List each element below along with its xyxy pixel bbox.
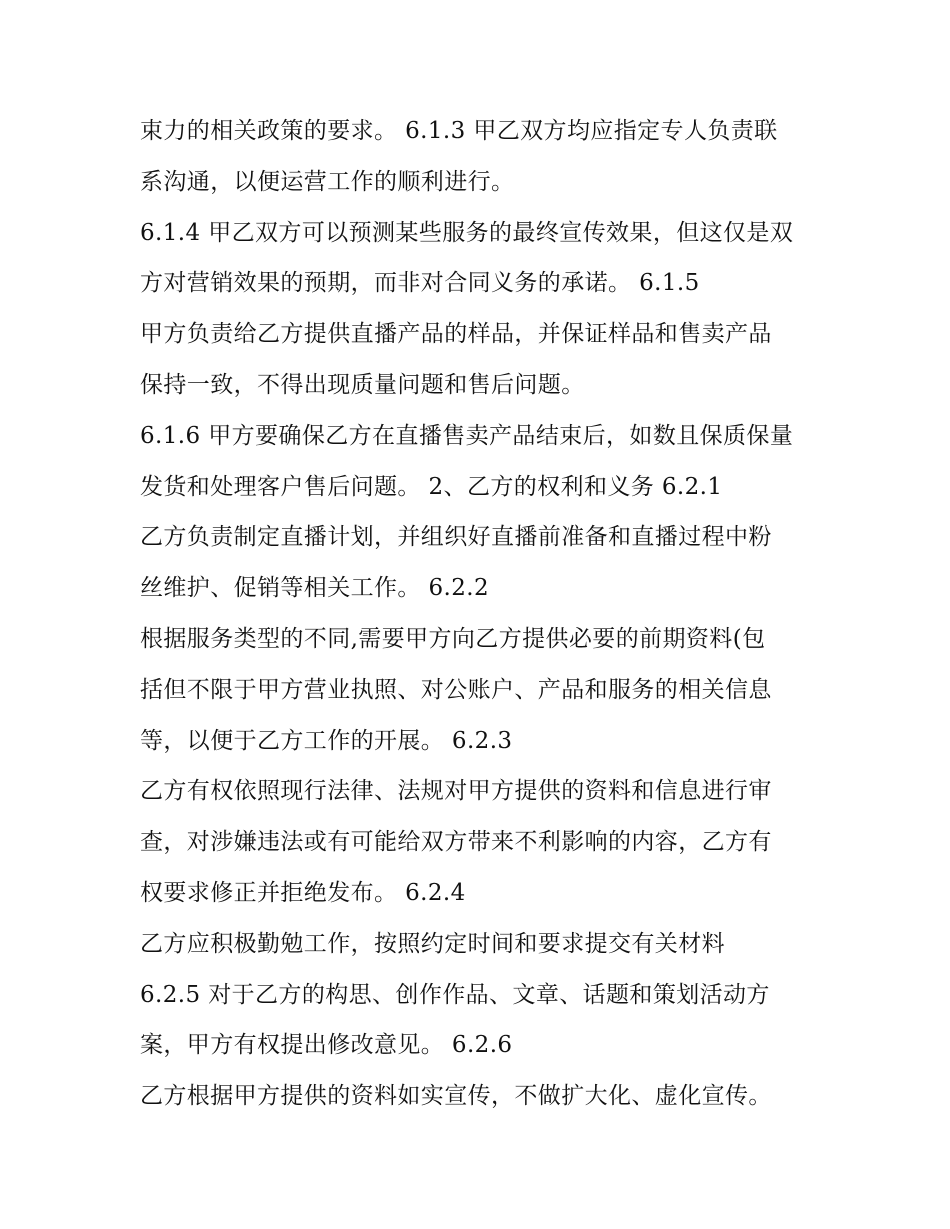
text-line: 6.1.6 甲方要确保乙方在直播售卖产品结束后，如数且保质保量 (140, 422, 794, 449)
text-line: 方对营销效果的预期，而非对合同义务的承诺。 6.1.5 (140, 270, 700, 297)
text-line: 案，甲方有权提出修改意见。 6.2.6 (140, 1032, 513, 1059)
text-line: 乙方负责制定直播计划，并组织好直播前准备和直播过程中粉 (140, 524, 772, 551)
text-line: 根据服务类型的不同,需要甲方向乙方提供必要的前期资料(包 (140, 625, 766, 652)
text-line: 等，以便于乙方工作的开展。 6.2.3 (140, 727, 513, 754)
text-line: 保持一致，不得出现质量问题和售后问题。 (140, 371, 585, 398)
text-line: 查，对涉嫌违法或有可能给双方带来不利影响的内容，乙方有 (140, 829, 772, 856)
text-line: 发货和处理客户售后问题。 2、乙方的权利和义务 6.2.1 (140, 473, 723, 500)
text-line: 乙方有权依照现行法律、法规对甲方提供的资料和信息进行审 (140, 778, 772, 805)
text-line: 权要求修正并拒绝发布。 6.2.4 (140, 879, 466, 906)
text-line: 束力的相关政策的要求。 6.1.3 甲乙双方均应指定专人负责联 (140, 118, 778, 144)
text-line: 乙方根据甲方提供的资料如实宣传，不做扩大化、虚化宣传。 (140, 1083, 772, 1110)
text-line: 丝维护、促销等相关工作。 6.2.2 (140, 575, 490, 602)
text-line: 6.2.5 对于乙方的构思、创作作品、文章、话题和策划活动方 (140, 981, 770, 1008)
text-line: 括但不限于甲方营业执照、对公账户、产品和服务的相关信息 (140, 676, 772, 703)
contract-body-text (140, 106, 830, 1122)
text-line: 系沟通，以便运营工作的顺利进行。 (140, 168, 515, 195)
text-line: 乙方应积极勤勉工作，按照约定时间和要求提交有关材料 (140, 930, 725, 957)
text-line: 甲方负责给乙方提供直播产品的样品，并保证样品和售卖产品 (140, 321, 772, 348)
text-line: 6.1.4 甲乙双方可以预测某些服务的最终宣传效果，但这仅是双 (140, 219, 794, 246)
